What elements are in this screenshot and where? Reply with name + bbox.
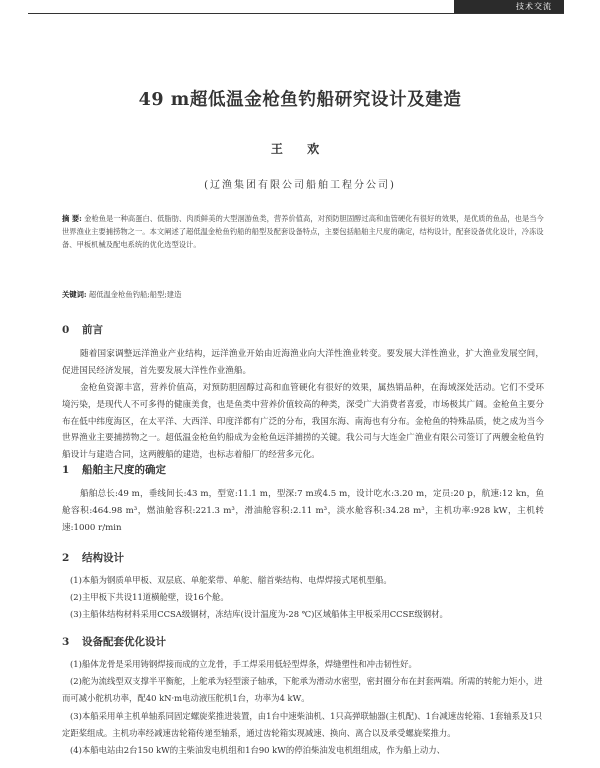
list-item: (3)本船采用单主机单轴系同固定螺旋桨推进装置，由1台中速柴油机、1只高弹联轴器(主机配)、1台减速齿轮箱、1套轴系及1只定距桨组成。主机功率经减速齿轮箱传递至轴系，通过齿轮箱实现减速、换向、离合以及承受螺旋桨推力。 [62,710,543,738]
section-heading-3 [62,634,166,649]
section-title: 船舶主尺度的确定 [82,464,166,476]
list-item: (1)本船为钢质单甲板、双层底、单舵桨带、单舵、艏首柴结构、电焊焊接式尾机型船。 [70,575,392,585]
section-heading-2 [62,550,124,565]
section-title: 结构设计 [82,552,124,564]
column-tab: 技术交流 [454,0,564,13]
section-number: 2 [62,552,70,564]
intro-paragraph-2: 金枪鱼资源丰富，营养价值高，对预防胆固醇过高和血管硬化有很好的效果，属热销品种，在海域深处活动。它们不受环境污染，是现代人不可多得的健康美食，也是鱼类中营养价值较高的种类，深受广大消费者喜爱，市场极其广阔。金枪鱼主要分布在低中纬度海区，在太平洋、大西洋、印度洋都有广泛的分布，我国东海、南海也有分布。金枪鱼的特殊品质，使之成为当今世界渔业主要捕捞物之一。超低温金枪鱼钓船成为金枪鱼远洋捕捞的关键。我公司与大连金广渔业有限公司签订了两艘金枪鱼钓船设计与建造合同，这两艘船的建造，也标志着船厂的经营多元化。 [62,383,544,461]
dimensions-paragraph: 船舶总长:49 m，垂线间长:43 m，型宽:11.1 m，型深:7 m或4.5 m，设计吃水:3.20 m，定员:20 p，航速:12 kn，鱼舱容积:464.98 m³，燃油舱容积:221.3 m³，滑油舱容积:2.11 m³，淡水舱容积:34.28 m³，主机功率:928 kW，主机转速:1000 r/min [62,489,544,533]
abstract-label: 摘 要: [62,214,82,223]
list-item: (4)本船电站由2台150 kW的主柴油发电机组和1台90 kW的停泊柴油发电机组组成，作为船上动力、 [70,745,445,756]
section-number: 0 [62,324,70,336]
equipment-list [62,656,544,759]
list-item: (2)主甲板下共设11道横舱壁，设16个舱。 [70,592,229,603]
abstract-text: 金枪鱼是一种高蛋白、低脂肪、肉质鲜美的大型洄游鱼类，营养价值高，对预防胆固醇过高和血管硬化有很好的效果，是优质的鱼品，也是当今世界渔业主要捕捞物之一。本文阐述了超低温金枪鱼钓船的船型及配套设备特点，主要包括船舶主尺度的确定，结构设计，配套设备优化设计，冷冻设备、甲板机械及配电系统的优化选型设计。 [62,214,544,249]
keywords [62,290,544,300]
header-rule [28,13,564,14]
abstract [62,212,544,251]
intro-paragraph-1: 随着国家调整远洋渔业产业结构，远洋渔业开始由近海渔业向大洋性渔业转变。要发展大洋性渔业，扩大渔业发展空间，促进国民经济发展，首先要发展大洋性作业渔船。 [62,349,544,376]
section-title: 设备配套优化设计 [82,636,166,648]
section-heading-1 [62,462,166,477]
section-number: 1 [62,464,70,476]
section-title: 前言 [82,324,103,336]
structure-list [62,572,544,624]
keywords-label: 关键词: [62,290,87,299]
section-heading-0 [62,322,103,337]
section-number: 3 [62,636,70,648]
keywords-text: 超低温金枪鱼钓船;船型;建造 [88,290,182,299]
list-item: (1)船体龙骨是采用铸钢焊接而成的立龙骨，手工焊采用低轻型焊条，焊缝塑性和冲击韧性好。 [70,659,417,669]
list-item: (3)主船体结构材料采用CCSA级钢材，冻结库(设计温度为-28 ℃)区域船体主甲板采用CCSE级钢材。 [70,609,448,620]
author-name: 王 欢 [270,142,330,156]
list-item: (2)舵为流线型双支撑半平衡舵，上舵承为轻型滚子轴承，下舵承为滑动水密型，密封圈分布在封套两端。所需的转舵力矩小，进而可减小舵机功率，配40 kN·m电动液压舵机1台，功率为4 kW。 [62,676,543,704]
paper-title: 49 m超低温金枪鱼钓船研究设计及建造 [138,90,462,110]
author-affiliation: (辽渔集团有限公司船舶工程分公司) [204,180,396,191]
